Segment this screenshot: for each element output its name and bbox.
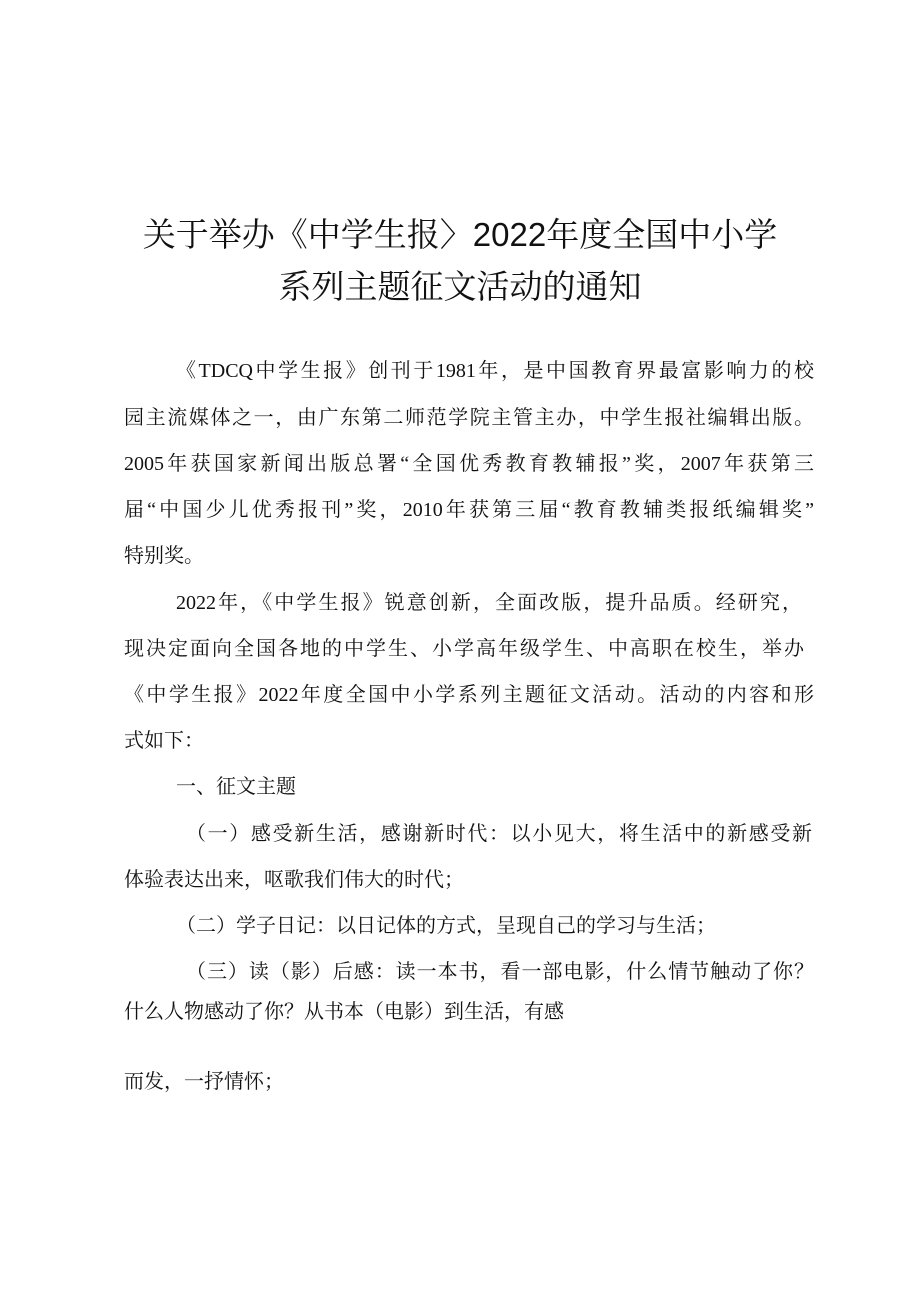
paragraph-1-line-5: 特别奖。 bbox=[124, 545, 204, 567]
item-3-line-2: 什么人物感动了你？从书本（电影）到生活，有感 bbox=[124, 1001, 564, 1023]
item-1-line-2: 体验表达出来，呕歌我们伟大的时代； bbox=[124, 869, 464, 891]
paragraph-2-line-4: 式如下： bbox=[124, 730, 204, 752]
paragraph-2-line-2: 现决定面向全国各地的中学生、小学高年级学生、中高职在校生，举办 bbox=[124, 638, 804, 660]
section-heading-1: 一、征文主题 bbox=[176, 776, 296, 798]
item-3-line-1: （三）读（影）后感：读一本书，看一部电影，什么情节触动了你？ bbox=[186, 961, 814, 983]
document-title-line-2: 系列主题征文活动的通知 bbox=[278, 268, 642, 305]
document-title-line-1: 关于举办《中学生报〉2022年度全国中小学 bbox=[142, 216, 778, 253]
paragraph-1-line-4: 届“中国少儿优秀报刊”奖，2010年获第三届“教育教辅类报纸编辑奖” bbox=[124, 499, 814, 521]
paragraph-2-line-1: 2022年，《中学生报》锐意创新，全面改版，提升品质。经研究， bbox=[176, 592, 802, 614]
item-1-line-1: （一）感受新生活，感谢新时代：以小见大，将生活中的新感受新 bbox=[186, 823, 812, 845]
paragraph-2-line-3: 《中学生报》2022年度全国中小学系列主题征文活动。活动的内容和形 bbox=[124, 684, 814, 706]
item-2-line: （二）学子日记：以日记体的方式，呈现自己的学习与生活； bbox=[176, 915, 716, 937]
item-3-line-3: 而发，一抒情怀； bbox=[124, 1071, 284, 1093]
paragraph-1-line-1: 《TDCQ中学生报》创刊于1981年，是中国教育界最富影响力的校 bbox=[176, 360, 814, 382]
paragraph-1-line-2: 园主流媒体之一，由广东第二师范学院主管主办，中学生报社编辑出版。 bbox=[124, 407, 814, 429]
paragraph-1-line-3: 2005年获国家新闻出版总署“全国优秀教育教辅报”奖，2007年获第三 bbox=[124, 453, 814, 475]
